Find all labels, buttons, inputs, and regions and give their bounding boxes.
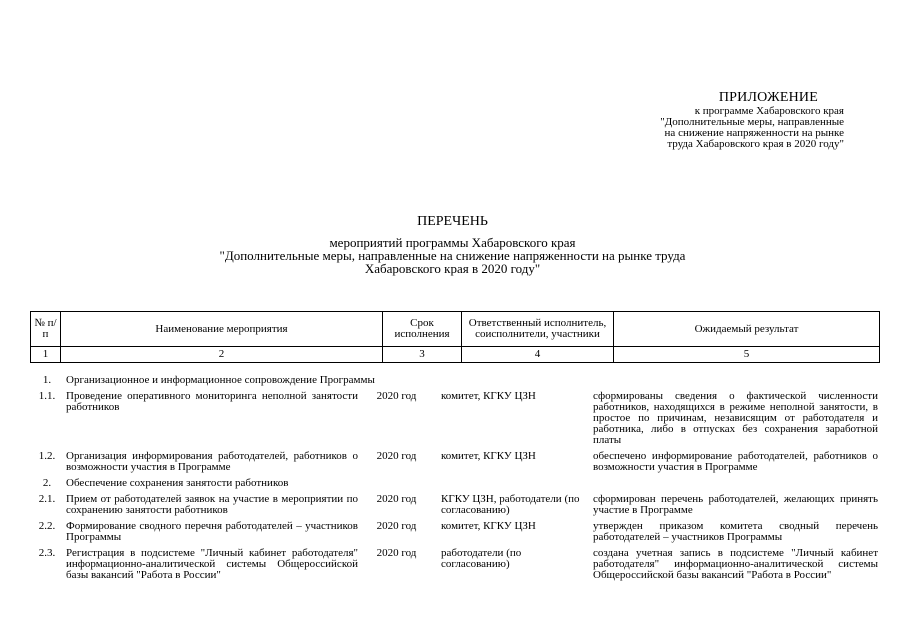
document-subtitle-line: "Дополнительные меры, направленные на снижение напряженности на рынке труда [219,248,686,263]
appendix-line: труда Хабаровского края в 2020 году" [667,138,844,150]
section-row [30,478,879,489]
row-name: Формирование сводного перечня работодателей – участников Программы [66,520,358,543]
header-result: Ожидаемый результат [614,312,880,347]
column-number: 4 [462,347,614,363]
row-num: 2.2. [38,520,56,532]
table-row [30,548,879,581]
row-term: 2020 год [376,547,417,559]
appendix-block [560,90,880,150]
row-result: сформированы сведения о фактической численности работников, находящихся в режиме неполной занятости, в простое по причинам, независящим от работодателя и работника, либо в отпусках без сохранения заработной платы [593,390,878,446]
table-row [30,391,879,446]
row-term: 2020 год [376,450,417,462]
header-name: Наименование мероприятия [61,312,383,347]
row-term: 2020 год [376,493,417,505]
row-result: утвержден приказом комитета сводный перечень работодателей – участников Программы [593,520,878,543]
table-row [30,521,879,543]
row-num: 2.1. [38,493,56,505]
row-num: 2. [42,477,52,489]
row-num: 1. [42,374,52,386]
appendix-line: "Дополнительные меры, направленные [660,116,844,128]
document-subtitle-line: мероприятий программы Хабаровского края [329,235,576,250]
row-name: Организация информирования работодателей, работников о возможности участия в Программе [66,450,358,473]
row-executor: КГКУ ЦЗН, работодатели (по согласованию) [441,493,580,516]
row-num: 1.1. [38,390,56,402]
row-executor: работодатели (по согласованию) [441,547,522,570]
appendix-title: ПРИЛОЖЕНИЕ [718,90,818,105]
document-subtitle-line: Хабаровского края в 2020 году" [364,261,541,276]
column-number: 1 [31,347,61,363]
row-term: 2020 год [376,390,417,402]
row-name: Проведение оперативного мониторинга неполной занятости работников [66,390,358,413]
row-name: Регистрация в подсистеме "Личный кабинет работодателя" информационно-аналитической системы Общероссийской базы вакансий "Работа в России" [66,547,358,581]
row-result: сформирован перечень работодателей, желающих принять участие в Программе [593,493,878,516]
row-result: обеспечено информирование работодателей, работников о возможности участия в Программе [593,450,878,473]
row-result: создана учетная запись в подсистеме "Личный кабинет работодателя" информационно-аналитической системы Общероссийской базы вакансий "Работа в России" [593,547,878,581]
table-row [30,451,879,473]
activities-rows [30,375,879,586]
row-num: 2.3. [38,547,56,559]
row-executor: комитет, КГКУ ЦЗН [441,520,536,532]
column-number: 3 [383,347,462,363]
row-term: 2020 год [376,520,417,532]
row-executor: комитет, КГКУ ЦЗН [441,450,536,462]
header-num: № п/п [31,312,61,347]
header-executor: Ответственный исполнитель, соисполнители, участники [462,312,614,347]
section-row [30,375,879,386]
column-number: 2 [61,347,383,363]
column-number: 5 [614,347,880,363]
row-name: Прием от работодателей заявок на участие в мероприятии по сохранению занятости работников [66,493,358,516]
activities-table-header [30,311,880,363]
appendix-line: на снижение напряженности на рынке [664,127,844,139]
header-term: Срок исполнения [383,312,462,347]
table-row [30,494,879,516]
document-heading [0,214,905,275]
document-title: ПЕРЕЧЕНЬ [417,214,488,229]
row-executor: комитет, КГКУ ЦЗН [441,390,536,402]
row-name: Обеспечение сохранения занятости работников [66,477,289,489]
row-num: 1.2. [38,450,56,462]
row-name: Организационное и информационное сопровождение Программы [66,374,375,386]
appendix-line: к программе Хабаровского края [694,105,844,117]
